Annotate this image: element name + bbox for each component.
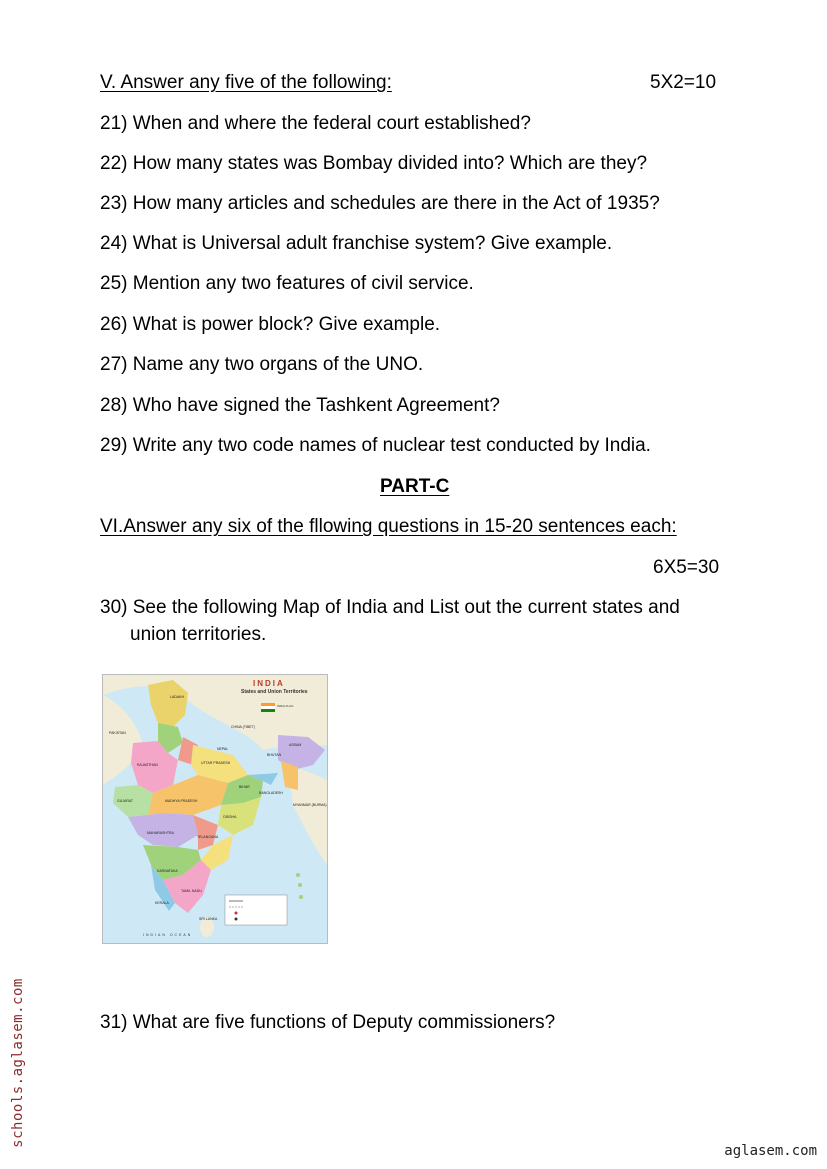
question-30-line2: union territories. xyxy=(130,624,267,645)
map-label: PAKISTAN xyxy=(109,731,126,735)
question-24: 24) What is Universal adult franchise system? Give example. xyxy=(100,233,613,254)
side-watermark: schools.aglasem.com xyxy=(10,977,26,1148)
map-subtitle: States and Union Territories xyxy=(241,689,308,695)
map-label: BIHAR xyxy=(239,785,250,789)
question-31: 31) What are five functions of Deputy commissioners? xyxy=(100,1012,556,1033)
question-28: 28) Who have signed the Tashkent Agreement? xyxy=(100,395,500,416)
india-map-image xyxy=(102,674,328,944)
map-label: GUJARAT xyxy=(117,799,134,803)
map-label: UTTAR PRADESH xyxy=(201,761,231,765)
india-map-graphic xyxy=(103,675,327,943)
question-25: 25) Mention any two features of civil service. xyxy=(100,273,474,294)
map-label: MYANMAR (BURMA) xyxy=(293,803,327,807)
part-c-instruction: VI.Answer any six of the fllowing questions in 15-20 sentences each: xyxy=(100,516,677,537)
question-23: 23) How many articles and schedules are there in the Act of 1935? xyxy=(100,193,660,214)
question-26: 26) What is power block? Give example. xyxy=(100,314,441,335)
question-22: 22) How many states was Bombay divided into? Which are they? xyxy=(100,153,648,174)
question-30-line1: 30) See the following Map of India and List out the current states and xyxy=(100,597,680,618)
question-29: 29) Write any two code names of nuclear test conducted by India. xyxy=(100,435,651,456)
map-label: KARNATAKA xyxy=(157,869,178,873)
map-label: MAHARASHTRA xyxy=(147,831,174,835)
map-label: NEPAL xyxy=(217,747,229,751)
map-label: LADAKH xyxy=(170,695,185,699)
map-label: KERALA xyxy=(155,901,169,905)
map-label: ODISHA xyxy=(223,815,237,819)
section-v-marks: 5X2=10 xyxy=(650,72,717,93)
map-flag-label: INDIA FLAG xyxy=(277,704,294,708)
part-c-title: PART-C xyxy=(380,476,450,497)
part-c-marks: 6X5=30 xyxy=(653,557,720,578)
map-title: INDIA xyxy=(253,679,285,688)
question-21: 21) When and where the federal court established? xyxy=(100,113,531,134)
map-label: BHUTAN xyxy=(267,753,282,757)
map-label: TAMIL NADU xyxy=(181,889,202,893)
map-label: RAJASTHAN xyxy=(137,763,158,767)
map-label: TELANGANA xyxy=(197,835,219,839)
section-v-heading: V. Answer any five of the following: xyxy=(100,72,392,93)
map-label: INDIAN OCEAN xyxy=(143,933,193,937)
map-label: ASSAM xyxy=(289,743,302,747)
map-label: CHINA (TIBET) xyxy=(231,725,255,729)
map-label: BANGLADESH xyxy=(259,791,283,795)
question-27: 27) Name any two organs of the UNO. xyxy=(100,354,424,375)
map-label: MADHYA PRADESH xyxy=(165,799,198,803)
footer-watermark: aglasem.com xyxy=(724,1143,817,1159)
map-label: SRI LANKA xyxy=(199,917,218,921)
